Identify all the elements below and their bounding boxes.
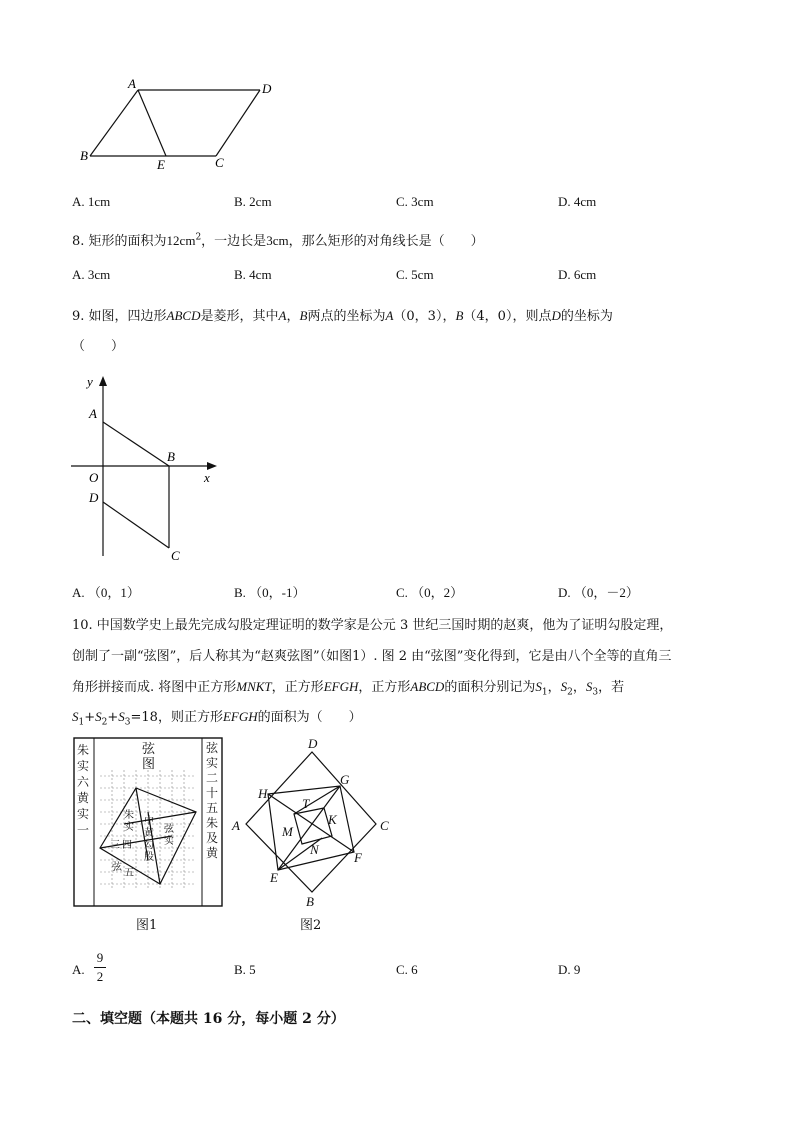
q9-b2: B (455, 308, 464, 323)
label-d: D (89, 490, 99, 505)
q10-option-d[interactable]: D. 9 (558, 962, 581, 977)
right-column-text (206, 741, 219, 860)
svg-text:弦: 弦 (206, 741, 219, 755)
q10-line1: 10. 中国数学史上最先完成勾股定理证明的数学家是公元 3 世纪三国时期的赵爽，他为了证明勾股定理， (72, 618, 673, 633)
q10-sub4: 1 (78, 717, 85, 728)
edge-ab (90, 90, 138, 156)
q8-sup: 2 (195, 232, 202, 243)
q10-s2: S (560, 679, 568, 694)
svg-text:实: 实 (77, 759, 90, 773)
svg-text:弦: 弦 (142, 741, 156, 756)
svg-text:朱: 朱 (124, 810, 134, 821)
svg-text:及: 及 (206, 831, 219, 845)
q10-text-f: =18，则正方形 (130, 710, 223, 725)
q10-option-a-prefix[interactable]: A. (72, 962, 85, 977)
q9-d: D (551, 308, 561, 323)
fraction-numerator: 9 (96, 950, 104, 965)
svg-text:勾: 勾 (144, 840, 154, 851)
figure-1-caption: 图1 (136, 918, 158, 933)
q8-middle: ，一边长是 (201, 234, 267, 249)
q9-abcd: ABCD (166, 308, 201, 323)
edge-ab (103, 422, 169, 466)
svg-text:B: B (306, 894, 314, 909)
q8-suffix: ，那么矩形的对角线长是（ ） (288, 234, 484, 249)
svg-text:G: G (340, 772, 350, 787)
svg-text:中: 中 (144, 816, 154, 827)
svg-text:四: 四 (122, 840, 132, 851)
q10-sub5: 2 (101, 717, 108, 728)
svg-text:二: 二 (206, 771, 219, 785)
svg-text:弦: 弦 (164, 824, 174, 835)
label-y: y (87, 374, 93, 389)
svg-text:C: C (380, 818, 389, 833)
square-abcd (246, 752, 376, 892)
svg-text:F: F (354, 850, 362, 865)
svg-text:D: D (308, 736, 318, 751)
q10-plus2: + (107, 710, 119, 725)
q10-text-g: 的面积为（ ） (257, 710, 362, 725)
q10-text-d: 的面积分别记为 (444, 680, 536, 695)
q7-option-c[interactable]: C. 3cm (396, 194, 434, 209)
q10-plus1: + (84, 710, 96, 725)
svg-text:黄: 黄 (206, 846, 219, 860)
edge-cd (103, 502, 169, 548)
q9-b: B (299, 308, 308, 323)
square-mnkt (294, 808, 332, 844)
q9-text-c: 两点的坐标为 (307, 309, 386, 324)
q10-s4: S (72, 709, 79, 724)
q9-a: A (278, 308, 287, 323)
fraction-bar (94, 967, 106, 968)
q9-b-coord: （4，0），则点 (463, 309, 552, 324)
top-title-text (142, 741, 156, 771)
q8-prefix: 8. 矩形的面积为 (72, 234, 167, 249)
label-e: E (157, 157, 165, 172)
q9-comma: ， (286, 309, 300, 324)
svg-text:T: T (302, 796, 310, 811)
q9-text-d: 的坐标为 (560, 309, 613, 324)
svg-text:六: 六 (77, 775, 90, 789)
label-c: C (171, 548, 180, 563)
q7-option-d[interactable]: D. 4cm (558, 194, 597, 209)
q10-text-b: ，正方形 (271, 680, 324, 695)
q10-option-c[interactable]: C. 6 (396, 962, 418, 977)
q10-mnkt: MNKT (236, 679, 272, 694)
x-axis-arrow (207, 462, 217, 470)
q10-sub2: 2 (567, 687, 573, 698)
svg-text:黄: 黄 (77, 791, 90, 805)
q8-option-c[interactable]: C. 5cm (396, 267, 434, 282)
q10-efgh2: EFGH (222, 709, 258, 724)
svg-text:三: 三 (110, 840, 120, 851)
label-a: A (89, 406, 97, 421)
q10-sub1: 1 (541, 687, 548, 698)
square-efgh (268, 786, 354, 870)
svg-text:五: 五 (206, 801, 219, 815)
q10-text-e: ，若 (598, 680, 625, 695)
section-2-heading: 二、填空题（本题共 16 分，每小题 2 分） (72, 1011, 345, 1027)
q10-line2: 创制了一副“弦图”，后人称其为“赵爽弦图”（如图1）. 图 2 由“弦图”变化得到，它是由八个全等的直角三 (72, 649, 672, 664)
q8-option-d[interactable]: D. 6cm (558, 267, 597, 282)
q10-sub6: 3 (124, 717, 131, 728)
svg-text:H: H (258, 786, 268, 801)
q10-sep2: ， (572, 680, 586, 695)
left-column-text (77, 742, 90, 837)
q9-a-coord: （0，3）， (393, 309, 456, 324)
q10-sub3: 3 (592, 687, 599, 698)
q10-efgh: EFGH (323, 679, 359, 694)
q10-text-c: ，正方形 (358, 680, 411, 695)
label-d: D (262, 81, 272, 96)
y-axis-arrow (99, 376, 107, 386)
q9-question-line2: （ ） (72, 339, 125, 354)
figure-2-squares (226, 736, 396, 911)
q9-option-a[interactable]: A. （0，1） (72, 585, 140, 600)
svg-text:M: M (282, 824, 293, 839)
fraction-denominator: 2 (96, 969, 104, 984)
figure-q7-parallelogram (70, 70, 290, 180)
figure-2-caption: 图2 (300, 918, 322, 933)
q7-option-b[interactable]: B. 2cm (234, 194, 272, 209)
q9-text-a: 9. 如图，四边形 (72, 309, 167, 324)
figure-1-xiantu (72, 736, 224, 908)
q10-line4 (72, 706, 362, 728)
q9-question-line1 (72, 305, 613, 324)
q8-side: 3cm (266, 233, 289, 248)
q9-text-b: 是菱形，其中 (200, 309, 279, 324)
edge-dc (216, 90, 260, 156)
q10-line3 (72, 676, 624, 698)
svg-text:K: K (328, 812, 337, 827)
q10-s5: S (95, 709, 102, 724)
svg-text:股: 股 (144, 852, 154, 863)
svg-text:实: 实 (164, 836, 174, 847)
q9-option-b[interactable]: B. （0，-1） (234, 585, 306, 600)
q8-question (72, 230, 484, 249)
svg-text:五: 五 (124, 868, 134, 879)
q10-s1: S (535, 679, 542, 694)
inner-labels (110, 808, 175, 879)
svg-text:十: 十 (206, 786, 219, 800)
label-o: O (89, 470, 99, 485)
svg-text:一: 一 (77, 823, 90, 837)
svg-text:实: 实 (77, 807, 90, 821)
svg-text:朱: 朱 (206, 816, 219, 830)
q8-option-b[interactable]: B. 4cm (234, 267, 272, 282)
q10-text-a: 角形拼接而成. 将图中正方形 (72, 680, 237, 695)
svg-text:实: 实 (206, 756, 219, 770)
svg-text:黄: 黄 (144, 828, 154, 839)
q9-option-d[interactable]: D. （0，－2） (558, 585, 639, 600)
label-c: C (215, 155, 224, 170)
svg-text:朱: 朱 (77, 743, 90, 757)
q8-area: 12cm (166, 233, 196, 248)
svg-text:图: 图 (142, 756, 156, 771)
q9-option-c[interactable]: C. （0，2） (396, 585, 464, 600)
svg-text:A: A (232, 818, 240, 833)
q9-a2: A (385, 308, 394, 323)
svg-text:实: 实 (124, 822, 134, 833)
q10-sep1: ， (547, 680, 561, 695)
label-a: A (128, 76, 136, 91)
label-x: x (204, 470, 210, 485)
svg-text:弦: 弦 (112, 862, 122, 873)
q10-s3: S (585, 679, 593, 694)
q8-option-a[interactable]: A. 3cm (72, 267, 111, 282)
q10-s6: S (118, 709, 125, 724)
figure-q9-coordinate-plane (65, 372, 230, 572)
label-b: B (80, 148, 88, 163)
svg-text:N: N (310, 842, 319, 857)
q10-option-a-fraction[interactable] (92, 950, 108, 985)
label-b: B (167, 449, 175, 464)
q10-option-b[interactable]: B. 5 (234, 962, 256, 977)
edge-ae (138, 90, 166, 156)
svg-text:E: E (270, 870, 278, 885)
q7-option-a[interactable]: A. 1cm (72, 194, 111, 209)
q10-abcd: ABCD (410, 679, 445, 694)
